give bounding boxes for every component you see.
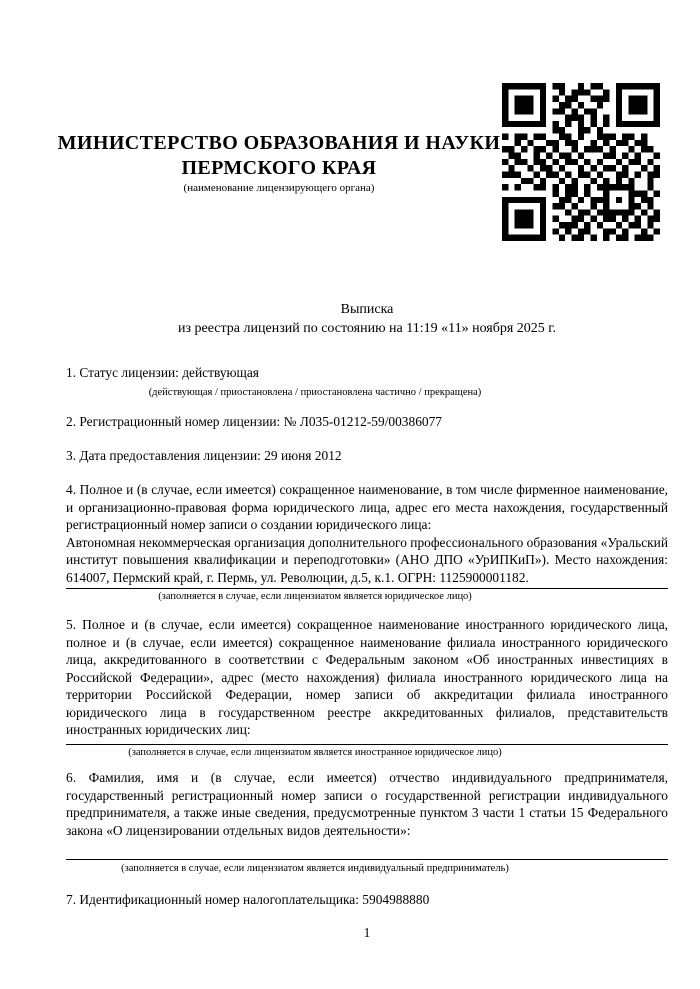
authority-name-line2: ПЕРМСКОГО КРАЯ <box>181 157 377 179</box>
registration-number-line <box>66 413 668 431</box>
registration-number-text: 2. Регистрационный номер лицензии: № Л035-01212-59/00386077 <box>66 414 442 429</box>
license-grant-date-line <box>66 447 668 465</box>
legal-entity-section <box>66 481 668 586</box>
taxpayer-id-line <box>66 891 668 909</box>
qr-code <box>502 83 660 241</box>
foreign-entity-field-line <box>66 744 668 745</box>
document-title-line1: Выписка <box>340 302 394 317</box>
taxpayer-id-text: 7. Идентификационный номер налогоплательщика: 5904988880 <box>66 892 430 907</box>
qr-code-image <box>502 83 660 241</box>
licensing-authority-header <box>56 131 502 195</box>
individual-entrepreneur-field-line <box>66 859 668 860</box>
foreign-entity-caption: (заполняется в случае, если лицензиатом является иностранное юридическое лицо) <box>128 747 502 758</box>
authority-caption: (наименование лицензирующего органа) <box>183 182 375 194</box>
document-title <box>66 301 668 338</box>
foreign-entity-section <box>66 616 668 739</box>
authority-name-line1: МИНИСТЕРСТВО ОБРАЗОВАНИЯ И НАУКИ <box>57 132 501 154</box>
document-title-line2: из реестра лицензий по состоянию на 11:19 «11» ноября 2025 г. <box>178 320 556 336</box>
license-grant-date-text: 3. Дата предоставления лицензии: 29 июня 2012 <box>66 448 342 463</box>
license-status-text: 1. Статус лицензии: действующая <box>66 365 259 380</box>
license-status-line <box>66 364 668 382</box>
legal-entity-value: Автономная некоммерческая организация дополнительного профессионального образования «Уральский институт повышения квалификации и переподготовки» (АНО ДПО «УрИПКиП»). Место нахождения: 614007, Пермский край, г. Пермь, ул. Революции, д.5, к.1. ОГРН: 1125900001182. <box>66 534 668 585</box>
legal-entity-label: 4. Полное и (в случае, если имеется) сокращенное наименование, в том числе фирменное наименование, и организационно-правовая форма юридического лица, адрес его места нахождения, государственный регистрационный номер записи о создании юридического лица: <box>66 482 668 532</box>
page-number: 1 <box>363 925 371 940</box>
foreign-entity-label: 5. Полное и (в случае, если имеется) сокращенное наименование иностранного юридического лица, полное и (в случае, если имеется) сокращенное наименование филиала иностранного юридического лица, аккредитованного в соответствии с Федеральным законом «Об иностранных инвестициях в Российской Федерации», адрес (место нахождения) филиала иностранного юридического лица на территории Российской Федерации, номер записи об аккредитации филиала иностранного юридического лица в государственном реестре аккредитованных филиалов, представительств иностранных юридических лиц: <box>66 617 668 737</box>
legal-entity-field-line <box>66 588 668 589</box>
individual-entrepreneur-section <box>66 769 668 839</box>
license-status-caption: (действующая / приостановлена / приостановлена частично / прекращена) <box>148 387 482 398</box>
individual-entrepreneur-caption: (заполняется в случае, если лицензиатом является индивидуальный предприниматель) <box>121 863 509 874</box>
legal-entity-caption: (заполняется в случае, если лицензиатом является юридическое лицо) <box>158 591 472 602</box>
individual-entrepreneur-label: 6. Фамилия, имя и (в случае, если имеется) отчество индивидуального предпринимателя, государственный регистрационный номер записи о государственной регистрации индивидуального предпринимателя, а также иные сведения, предусмотренные пунктом 3 части 1 статьи 15 Федерального закона «О лицензировании отдельных видов деятельности»: <box>66 770 668 838</box>
